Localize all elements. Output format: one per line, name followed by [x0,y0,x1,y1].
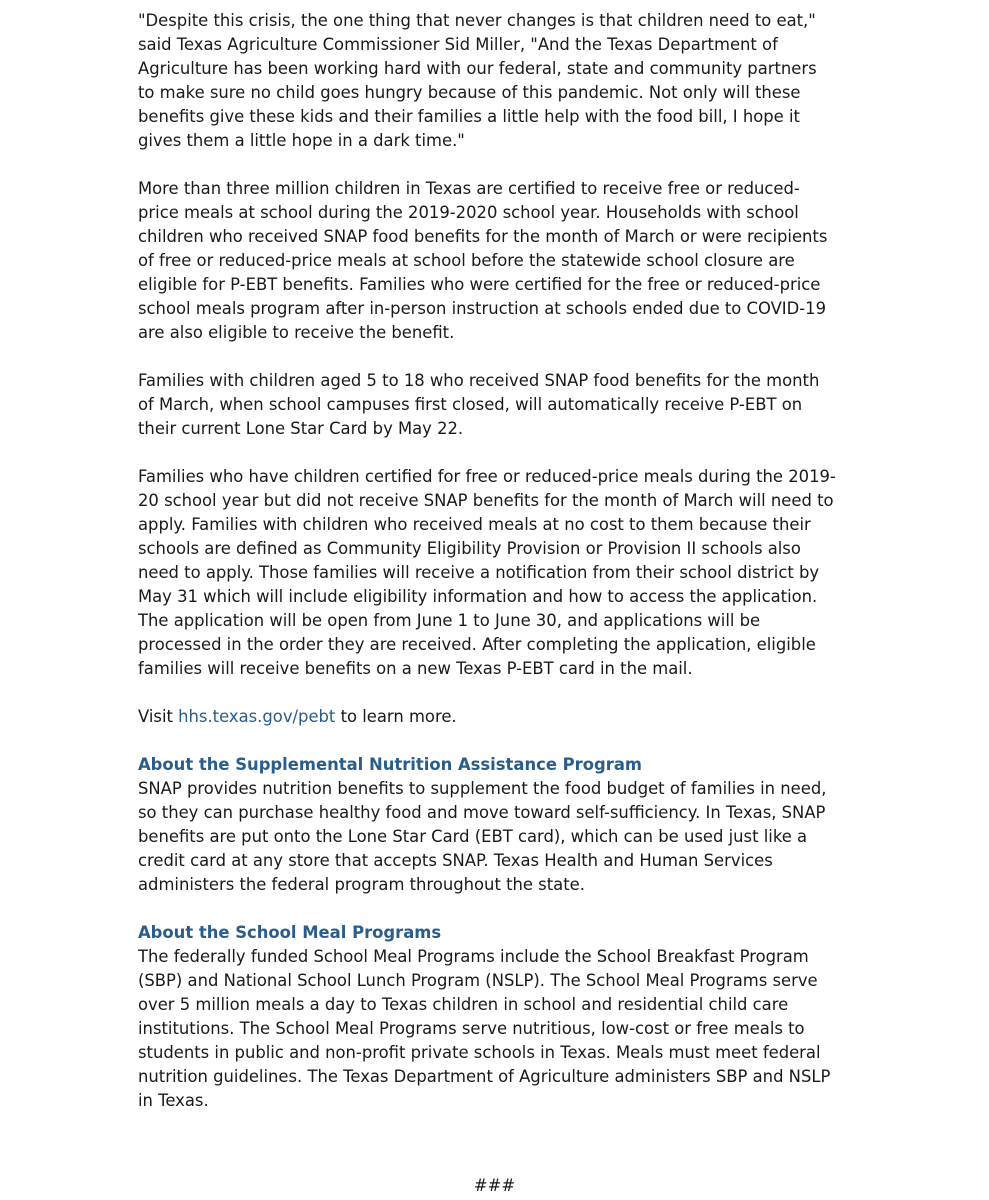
snap-section-body: SNAP provides nutrition benefits to supplement the food budget of families in need, so they can purchase healthy food and move toward self-sufficiency. In Texas, SNAP benefits are put onto the Lone Star Card (EBT card), which can be used just like a credit card at any store that accepts SNAP. Texas Health and Human Services administers the federal program throughout the state. [138,779,827,894]
quote-paragraph: "Despite this crisis, the one thing that never changes is that children need to eat," said Texas Agriculture Commissioner Sid Miller, "And the Texas Department of Agriculture has been working hard with our federal, state and community partners to make sure no child goes hungry because of this pandemic. Not only will these benefits give these kids and their families a little help with the food bill, I hope it gives them a little hope in a dark time." [138,11,817,150]
visit-paragraph [138,705,838,729]
automatic-benefit-paragraph: Families with children aged 5 to 18 who received SNAP food benefits for the month of March, when school campuses first closed, will automatically receive P-EBT on their current Lone Star Card by May 22. [138,371,820,438]
pebt-link[interactable]: hhs.texas.gov/pebt [178,707,336,726]
eligibility-paragraph: More than three million children in Texas are certified to receive free or reduced-price meals at school during the 2019-2020 school year. Households with school children who received SNAP food benefits for the month of March or were recipients of free or reduced-price meals at school before the statewide school closure are eligible for P-EBT benefits. Families who were certified for the free or reduced-price school meals program after in-person instruction at schools ended due to COVID-19 are also eligible to receive the benefit. [138,179,828,342]
application-paragraph: Families who have children certified for free or reduced-price meals during the 2019-20 school year but did not receive SNAP benefits for the month of March will need to apply. Families with children who received meals at no cost to them because their schools are defined as Community Eligibility Provision or Provision II schools also need to apply. Those families will receive a notification from their school district by May 31 which will include eligibility information and how to access the application. The application will be open from June 1 to June 30, and applications will be processed in the order they are received. After completing the application, eligible families will receive benefits on a new Texas P-EBT card in the mail. [138,467,836,678]
school-meal-section-body: The federally funded School Meal Programs include the School Breakfast Program (SBP) and National School Lunch Program (NSLP). The School Meal Programs serve over 5 million meals a day to Texas children in school and residential child care institutions. The School Meal Programs serve nutritious, low-cost or free meals to students in public and non-profit private schools in Texas. Meals must meet federal nutrition guidelines. The Texas Department of Agriculture administers SBP and NSLP in Texas. [138,947,831,1110]
snap-section-heading: About the Supplemental Nutrition Assistance Program [138,755,642,774]
visit-suffix: to learn more. [335,707,457,726]
end-of-release-mark: ### [473,1176,516,1195]
press-release-body [138,9,838,1137]
visit-prefix: Visit [138,707,179,726]
school-meal-section-heading: About the School Meal Programs [138,923,442,942]
